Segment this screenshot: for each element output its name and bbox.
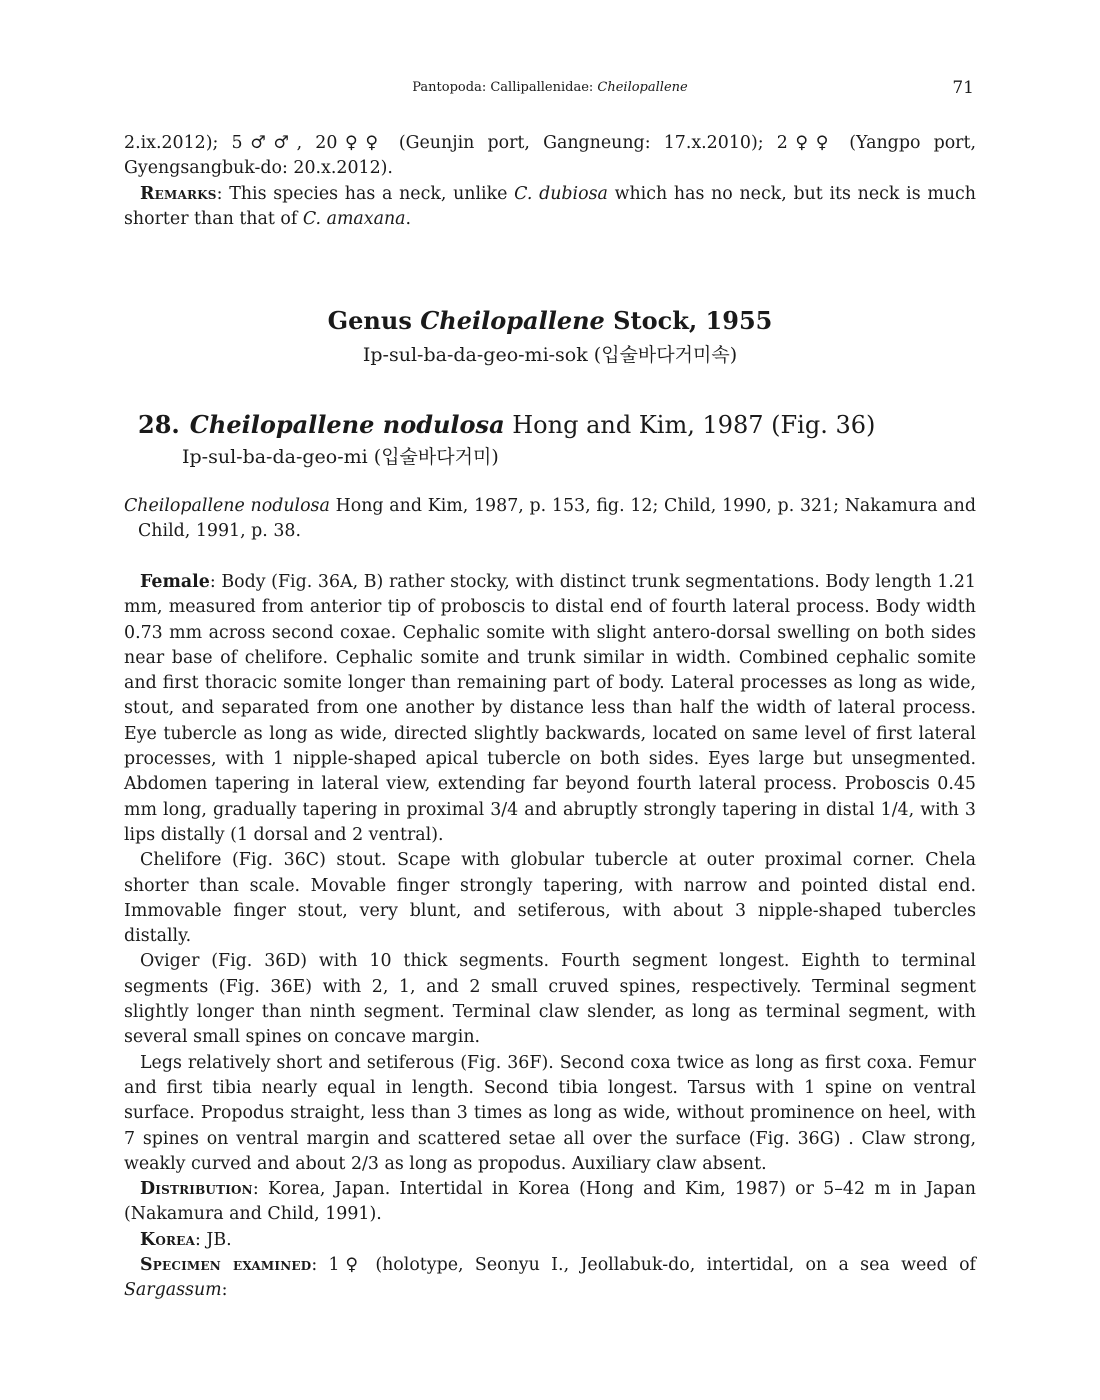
genus-vernacular: Ip-sul-ba-da-geo-mi-sok (입술바다거미속) — [362, 344, 738, 366]
remarks-text-1: : This species has a neck, unlike — [216, 183, 515, 204]
species-number: 28. — [138, 410, 180, 439]
species-heading — [138, 410, 976, 472]
distribution-paragraph — [124, 1177, 976, 1228]
species-title — [138, 410, 976, 440]
oviger-paragraph: Oviger (Fig. 36D) with 10 thick segments. Fourth segment longest. Eighth to terminal segments (Fig. 36E) with 2, 1, and 2 small cruved spines, respectively. Terminal segment slightly longer than ninth segment. Terminal claw slender, as long as terminal segment, with several small spines on concave margin. — [124, 951, 976, 1048]
page-number: 71 — [952, 78, 974, 98]
genus-title — [124, 306, 976, 336]
chelifore-paragraph: Chelifore (Fig. 36C) stout. Scape with globular tubercle at outer proximal corner. Chela shorter than scale. Movable finger strongly tapering, with narrow and pointed distal end. Immovable finger stout, very blunt, and setiferous, with about 3 nipple-shaped tubercles distally. — [124, 850, 976, 947]
specimen-end: : — [221, 1280, 228, 1301]
genus-word: Genus — [327, 306, 421, 335]
distribution-text: : Korea, Japan. Intertidal in Korea (Hong and Kim, 1987) or 5–42 m in Japan (Nakamura and Child, 1991). — [124, 1179, 976, 1225]
species-name: Cheilopallene nodulosa — [189, 410, 505, 439]
description-section — [124, 570, 976, 1177]
genus-heading — [124, 306, 976, 370]
remarks-text-3: . — [405, 208, 412, 229]
synonymy-section — [124, 494, 976, 545]
remarks-text-2: which has no neck, but its neck is much shorter than that of — [124, 183, 976, 229]
remarks-species-2: C. amaxana — [302, 208, 406, 229]
running-title-genus: Cheilopallene — [597, 80, 688, 95]
female-text: : Body (Fig. 36A, B) rather stocky, with distinct trunk segmentations. Body length 1.21 mm, measured from anterior tip of proboscis to distal end of fourth lateral process. Body width 0.73 mm across second coxae. Cephalic somite with slight antero-dorsal swelling on both sides near base of chelifore. Cephalic somite and trunk similar in width. Combined cephalic somite and first thoracic somite longer than remaining part of body. Lateral processes as long as wide, stout, and separated from one another by distance less than half the width of lateral process. Eye tubercle as long as wide, directed slightly backwards, located on same level of first lateral processes, with 1 nipple-shaped apical tubercle on both sides. Eyes large but unsegmented. Abdomen tapering in lateral view, extending far beyond fourth lateral process. Proboscis 0.45 mm long, gradually tapering in proximal 3/4 and abruptly strongly tapering in distal 1/4, with 3 lips distally (1 dorsal and 2 ventral). — [124, 572, 976, 845]
material-examined-continued: 2.ix.2012); 5♂♂, 20♀♀ (Geunjin port, Gangneung: 17.x.2010); 2♀♀ (Yangpo port, Gyengsangbuk-do: 20.x.2012). — [124, 133, 976, 179]
specimen-genus: Sargassum — [124, 1280, 222, 1301]
synonymy-paragraph — [124, 494, 976, 545]
female-paragraph — [124, 570, 976, 848]
synonymy-name: Cheilopallene nodulosa — [124, 496, 330, 516]
korea-label: Korea — [140, 1229, 195, 1250]
korea-paragraph — [124, 1228, 976, 1253]
korea-text: : JB. — [195, 1229, 232, 1250]
remarks-species-1: C. dubiosa — [514, 183, 608, 204]
running-head — [124, 78, 976, 98]
remarks-paragraph — [124, 182, 976, 233]
continued-section — [124, 131, 976, 232]
distribution-section — [124, 1177, 976, 1303]
species-authority: Hong and Kim, 1987 (Fig. 36) — [504, 411, 876, 439]
specimen-paragraph — [124, 1253, 976, 1304]
specimen-text: : 1♀ (holotype, Seonyu I., Jeollabuk-do, intertidal, on a sea weed of — [311, 1254, 976, 1275]
species-vernacular: Ip-sul-ba-da-geo-mi (입술바다거미) — [182, 446, 499, 468]
synonymy-refs: Hong and Kim, 1987, p. 153, fig. 12; Child, 1990, p. 321; Nakamura and Child, 1991, p. 38. — [138, 496, 977, 542]
running-title-prefix: Pantopoda: Callipallenidae: — [412, 80, 598, 95]
distribution-label: Distribution — [140, 1179, 253, 1199]
genus-authority: Stock, 1955 — [604, 306, 773, 335]
genus-name: Cheilopallene — [420, 306, 605, 335]
specimen-label: Specimen examined — [140, 1254, 312, 1275]
remarks-label: Remarks — [140, 183, 217, 204]
legs-paragraph: Legs relatively short and setiferous (Fig. 36F). Second coxa twice as long as first coxa. Femur and first tibia nearly equal in length. Second tibia longest. Tarsus with 1 spine on ventral surface. Propodus straight, less than 3 times as long as wide, without prominence on heel, with 7 spines on ventral margin and scattered setae all over the surface (Fig. 36G) . Claw strong, weakly curved and about 2/3 as long as propodus. Auxiliary claw absent. — [124, 1052, 976, 1174]
running-title — [124, 80, 976, 95]
female-label: Female — [140, 572, 210, 592]
